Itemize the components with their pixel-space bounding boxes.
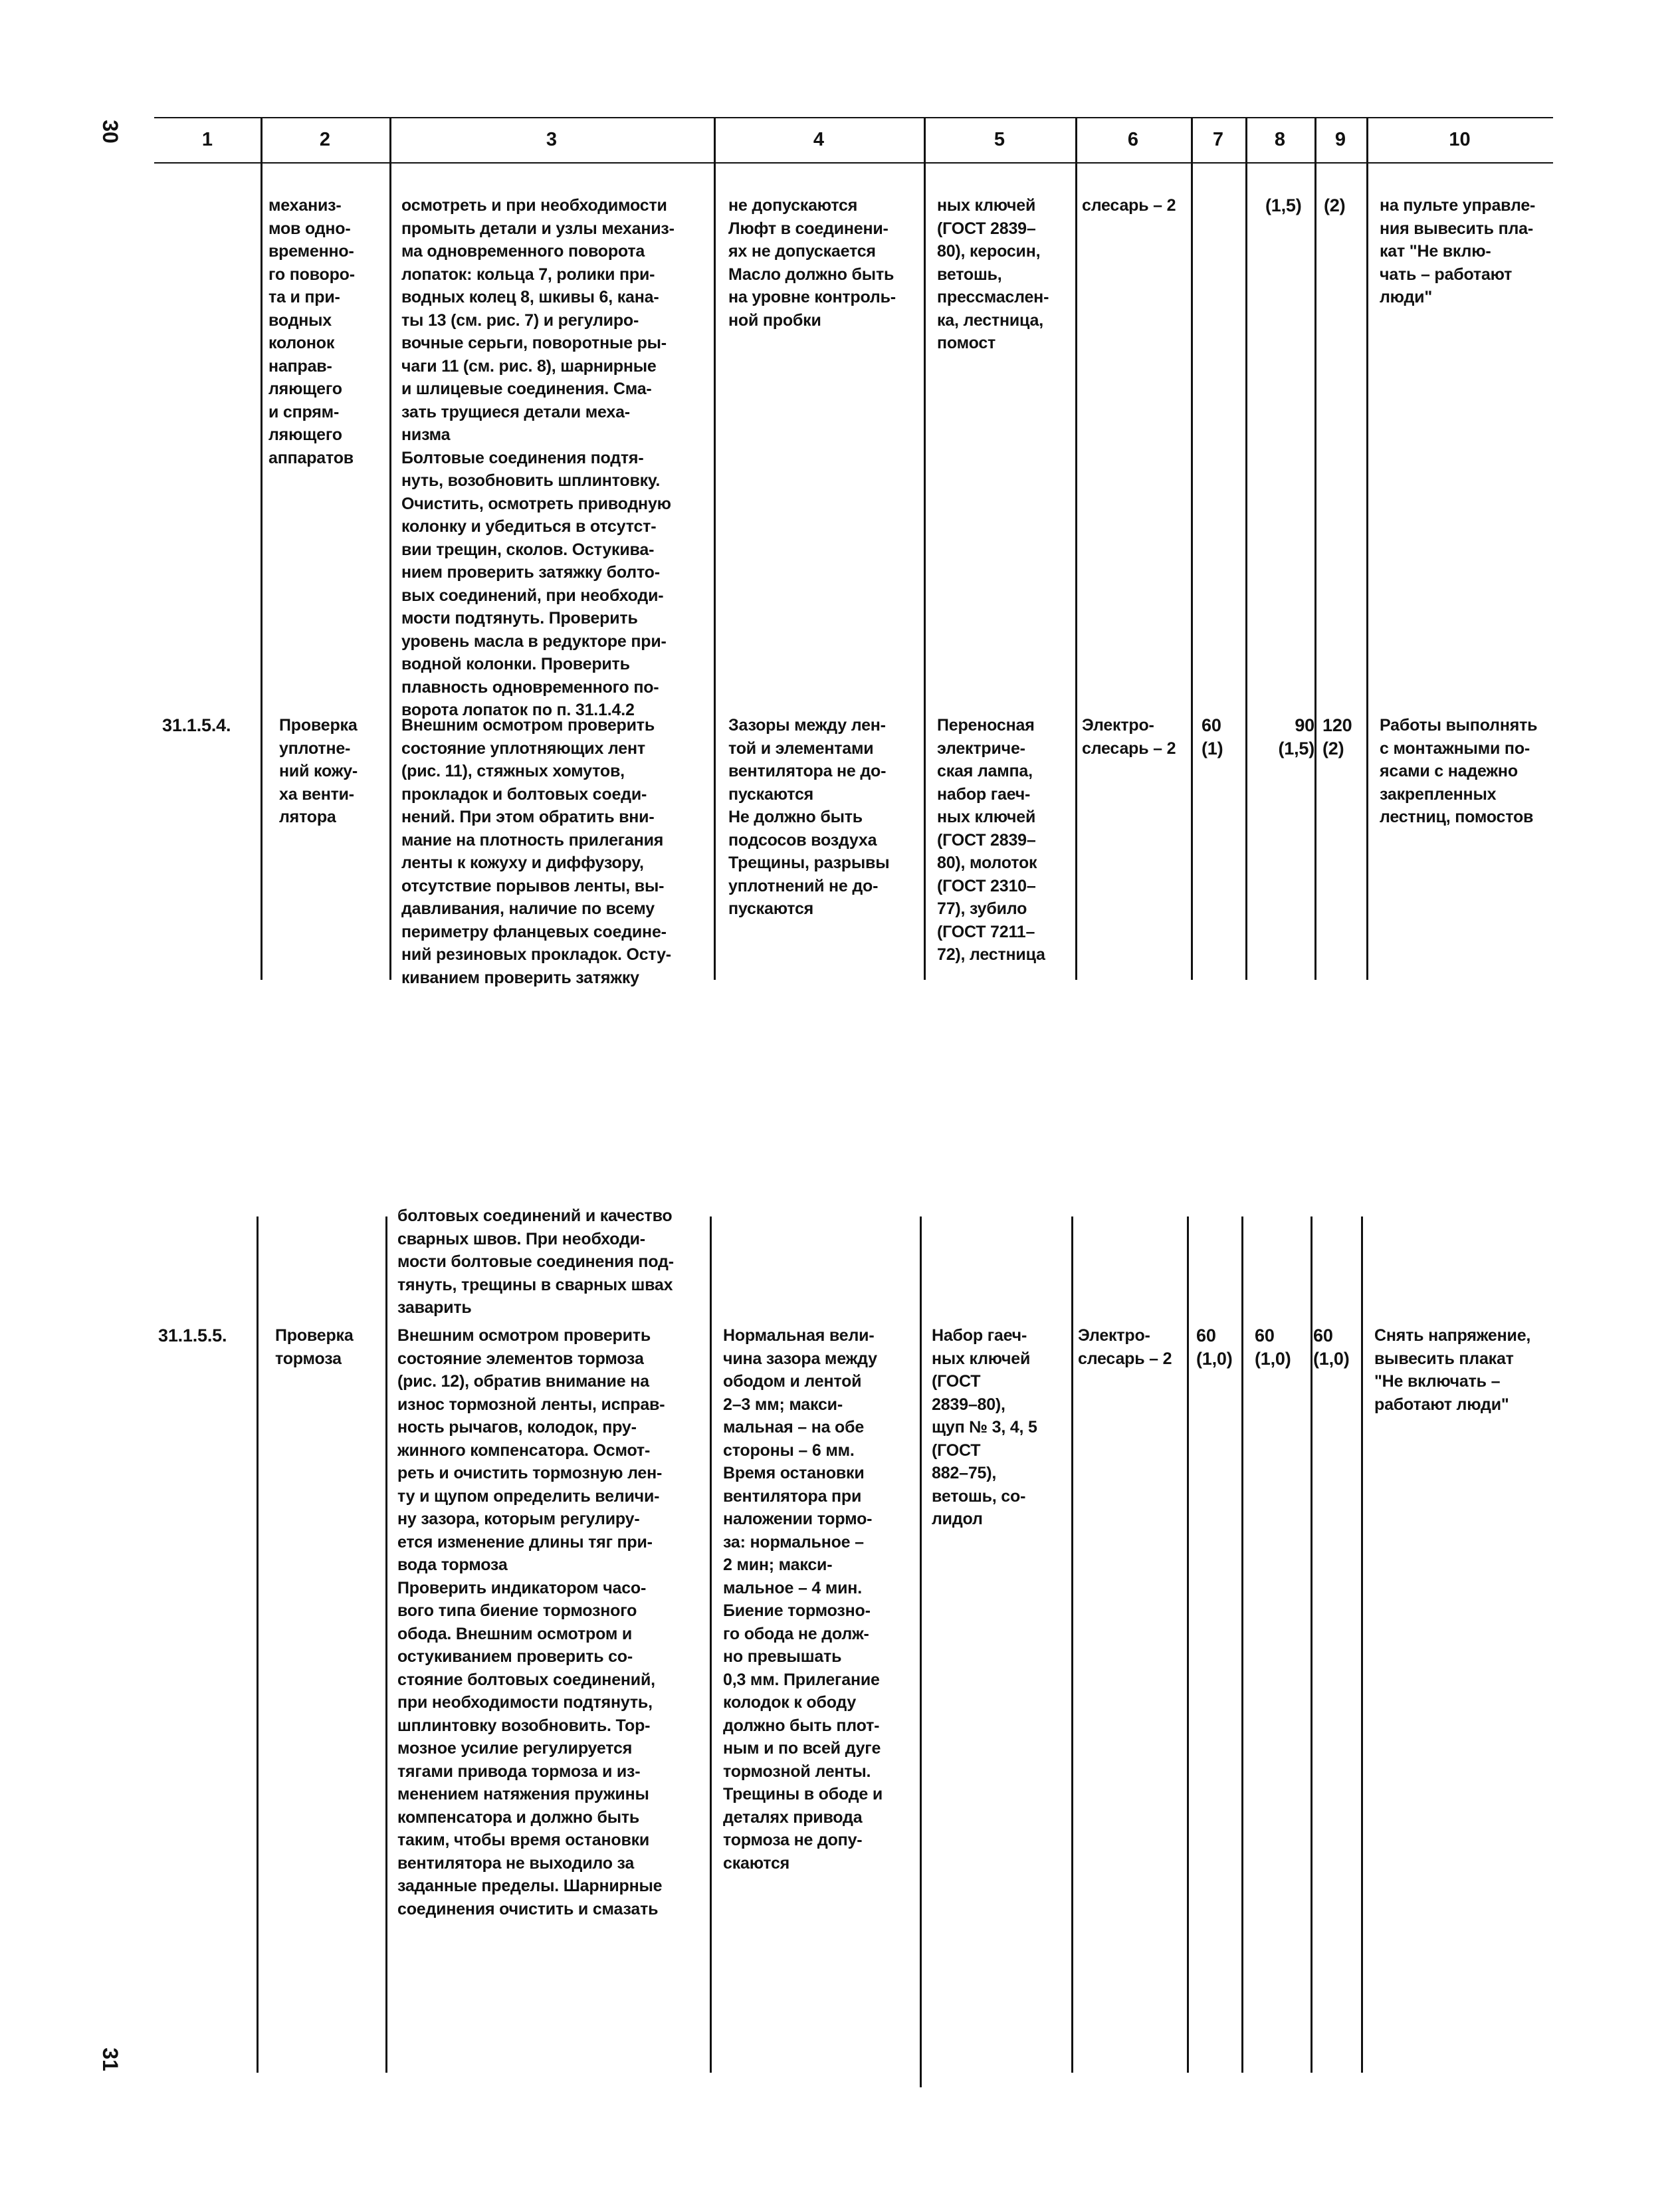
column-header: 2 [319,129,331,150]
column-divider [1241,1216,1243,2073]
table-cell-workers: Электро- слесарь – 2 [1078,1326,1172,1368]
table-cell-item-number: 31.1.5.4. [162,715,231,735]
table-cell-time-3: 60 (1,0) [1313,1326,1350,1369]
column-divider [1245,117,1247,980]
table-cell-time-3: (2) [1324,195,1346,215]
table-cell-workers: Электро- слесарь – 2 [1082,716,1176,758]
column-divider [261,117,262,980]
table-cell-notes: Снять напряжение, вывесить плакат "Не включать – работают люди" [1374,1326,1531,1414]
table-cell-workers: слесарь – 2 [1082,196,1176,215]
table-cell-tools: ных ключей (ГОСТ 2839– 80), керосин, ветошь, прессмаслен- ка, лестница, помост [937,196,1049,352]
column-divider [1361,1216,1363,2073]
column-header: 7 [1212,129,1224,150]
column-header: 6 [1127,129,1139,150]
table-cell-item-name: Проверка уплотне- ний кожу- ха венти- лятора [279,716,358,826]
table-cell-tools: Переносная электриче- ская лампа, набор гаеч- ных ключей (ГОСТ 2839– 80), молоток (ГОСТ 2310– 77), зубило (ГОСТ 7211– 72), лестница [937,716,1045,964]
table-cell-item-number: 31.1.5.5. [158,1326,227,1345]
column-divider [1187,1216,1189,2073]
column-divider [1311,1216,1312,2073]
header-bottom-border [154,162,1553,164]
column-header: 4 [813,129,825,150]
column-divider [1314,117,1316,980]
table-cell-requirements: Нормальная вели- чина зазора между ободом и лентой 2–3 мм; макси- мальная – на обе стороны – 6 мм. Время остановки вентилятора при наложении тормо- за: нормальное – 2 мин; макси- мальное – 4 мин. Биение тормозно- го обода не долж- но превышать 0,3 мм. Прилегание колодок к ободу должно быть плот- ным и по всей дуге тормозной ленты. Трещины в ободе и деталях привода тормоза не допу- скаются [723,1326,883,1873]
table-cell-procedure: Внешним осмотром проверить состояние уплотняющих лент (рис. 11), стяжных хомутов, прокладок и болтовых соеди- нений. При этом обратить вни- мание на плотность прилегания ленты к кожуху и диффузору, отсутствие порывов ленты, вы- давливания, наличие по всему периметру фланцевых соедине- ний резиновых прокладок. Осту- киванием проверить затяжку [401,716,671,987]
column-divider [1071,1216,1073,2073]
table-cell-time-1: 60 (1,0) [1196,1326,1233,1369]
column-divider [920,1216,922,2087]
table-cell-notes: на пульте управле- ния вывесить пла- кат "Не вклю- чать – работают люди" [1380,196,1536,306]
column-header: 9 [1334,129,1346,150]
column-header: 1 [201,129,213,150]
table-cell-time-3: 120 (2) [1322,715,1352,758]
column-header: 10 [1449,129,1471,150]
table-cell-time-2: 60 (1,0) [1255,1326,1291,1369]
column-header: 5 [994,129,1005,150]
column-divider [710,1216,712,2073]
table-top-border [154,117,1553,118]
page-number-top: 30 [98,120,122,144]
table-cell-time-2: (1,5) [1265,195,1302,215]
column-divider [1075,117,1077,980]
column-divider [714,117,716,980]
column-divider [257,1216,259,2073]
column-divider [385,1216,387,2073]
column-divider [924,117,926,980]
table-cell-procedure: осмотреть и при необходимости промыть детали и узлы механиз- ма одновременного поворота лопаток: кольца 7, ролики при- водных колец 8, шкивы 6, кана- ты 13 (см. рис. 7) и регулиро- вочные серьги, поворотные ры- чаги 11 (см. рис. 8), шарнирные и шлицевые соединения. Сма- зать трущиеся детали меха- низма Болтовые соединения подтя- нуть, возобновить шплинтовку. Очистить, осмотреть приводную колонку и убедиться в отсутст- вии трещин, сколов. Остукива- нием проверить затяжку болто- вых соединений, при необходи- мости подтянуть. Проверить уровень масла в редукторе при- водной колонки. Проверить плавность одновременного по- ворота лопаток по п. 31.1.4.2 [401,196,675,719]
column-divider [1191,117,1193,980]
column-divider [1366,117,1368,980]
table-cell-item-name: механиз- мов одно- временно- го поворо- та и при- водных колонок направ- ляющего и спрям- ляющего аппаратов [268,196,355,467]
table-cell-procedure: болтовых соединений и качество сварных швов. При необходи- мости болтовые соединения под- тянуть, трещины в сварных швах заварить [397,1207,674,1317]
table-cell-procedure: Внешним осмотром проверить состояние элементов тормоза (рис. 12), обратив внимание на износ тормозной ленты, исправ- ность рычагов, колодок, пру- жинного компенсатора. Осмот- реть и очистить тормозную лен- ту и щупом определить величи- ну зазора, которым регулиру- ется изменение длины тяг при- вода тормоза Проверить индикатором часо- вого типа биение тормозного обода. Внешним осмотром и остукиванием проверить со- стояние болтовых соединений, при необходимости подтянуть, шплинтовку возобновить. Тор- мозное усилие регулируется тягами привода тормоза и из- менением натяжения пружины компенсатора и должно быть таким, чтобы время остановки вентилятора не выходило за заданные пределы. Шарнирные соединения очистить и смазать [397,1326,665,1918]
table-cell-time-2: 90 (1,5) [1278,715,1314,758]
column-divider [389,117,391,980]
page-number-bottom: 31 [98,2047,122,2071]
table-cell-time-1: 60 (1) [1202,715,1223,758]
table-cell-tools: Набор гаеч- ных ключей (ГОСТ 2839–80), щуп № 3, 4, 5 (ГОСТ 882–75), ветошь, со- лидол [932,1326,1037,1528]
table-cell-notes: Работы выполнять с монтажными по- ясами с надежно закрепленных лестниц, помостов [1380,716,1538,826]
column-header: 3 [546,129,558,150]
table-cell-requirements: не допускаются Люфт в соединени- ях не допускается Масло должно быть на уровне контроль- ной пробки [728,196,896,330]
table-cell-item-name: Проверка тормоза [275,1326,354,1368]
table-cell-requirements: Зазоры между лен- той и элементами вентилятора не до- пускаются Не должно быть подсосов воздуха Трещины, разрывы уплотнений не до- пускаются [728,716,890,918]
column-header: 8 [1274,129,1286,150]
